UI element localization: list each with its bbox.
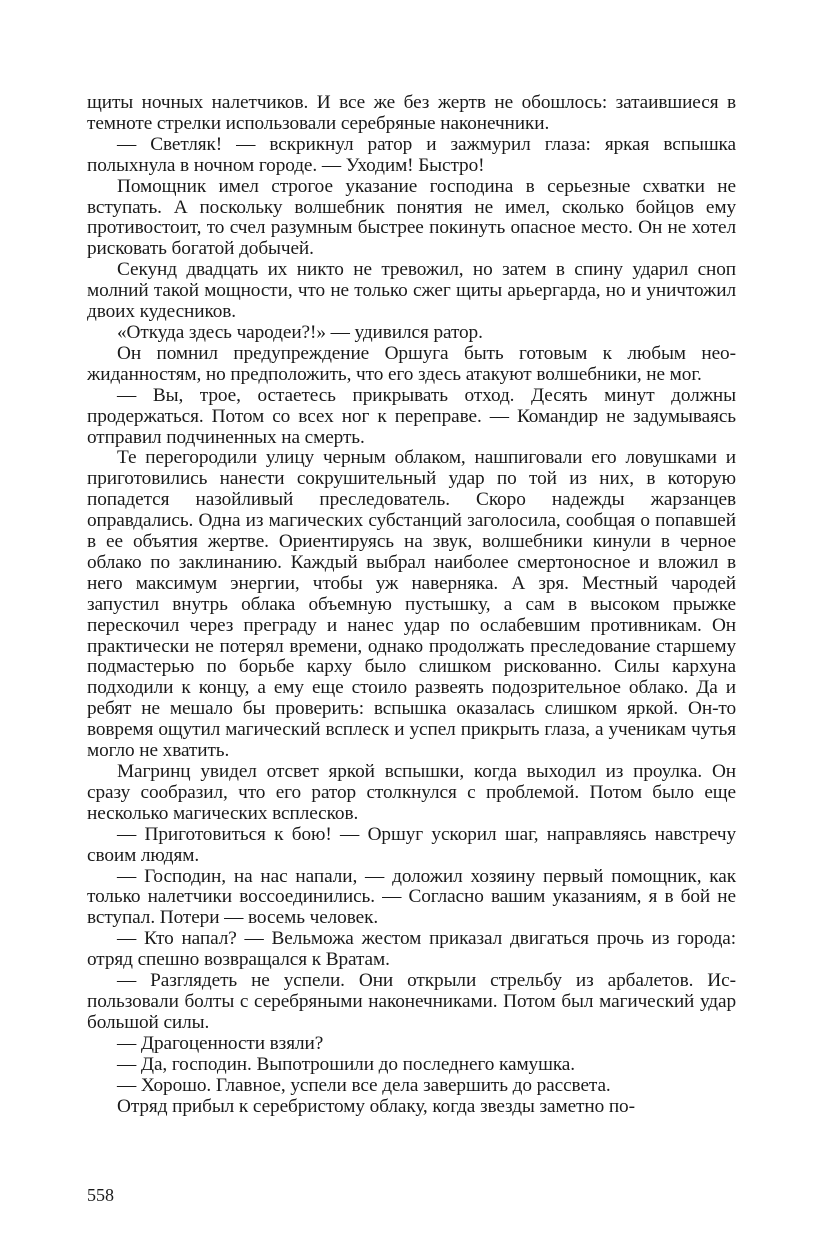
paragraph: — Вы, трое, остаетесь прикрывать отход. Десять минут должны продержаться. Потом со всех ног к переправе. — Командир не задумываясь отправил подчиненных на смерть. [87, 384, 736, 448]
paragraph: — Кто напал? — Вельможа жестом приказал двигаться прочь из города: отряд спешно возвращался к Вратам. [87, 928, 736, 971]
paragraph: Те перегородили улицу черным облаком, нашпиговали его ловушками и приготовились нанести сокрушительный удар по той из них, в которую попадется назойливый преследователь. Скоро надежды жарзанцев оправдались. Одна из магических субстанций заголосила, сообщая о попавшей в ее объятия жертве. Ориентируясь на звук, волшебники кинули в черное облако по заклинанию. Каждый выбрал наиболее смертоносное и вложил в него максимум энергии, чтобы уж наверняка. А зря. Местный чародей запустил внутрь облака объемную пустышку, а сам в высоком прыжке перескочил через преграду и нанес удар по ослабевшим противникам. Он практически не потерял времени, однако продолжать преследование старшему подмастерью по борьбе карху было слишком рискованно. Силы кархуна подходили к концу, а ему еще стоило развеять подозрительное облако. Да и ребят не мешало бы проверить: вспышка оказалась слишком яркой. Он-то вовремя ощутил магический всплеск и успел прикрыть глаза, а ученикам чутья могло не хватить. [87, 447, 736, 762]
paragraph: Он помнил предупреждение Оршуга быть готовым к любым неожиданностям, но предположить, что его здесь атакуют волшебники, не мог. [87, 342, 736, 385]
paragraph: — Да, господин. Выпотрошили до последнего камушка. [117, 1053, 575, 1075]
paragraph: Магринц увидел отсвет яркой вспышки, когда выходил из проулка. Он сразу сообразил, что его ратор столкнулся с проблемой. Потом было еще несколько магических всплесков. [87, 761, 736, 824]
paragraph: — Господин, на нас напали, — доложил хозяину первый помощник, как только налетчики воссоединились. — Согласно вашим указаниям, я в бой не вступал. Потери — восемь человек. [87, 865, 736, 929]
paragraph: Помощник имел строгое указание господина в серьезные схватки не вступать. А поскольку волшебник понятия не имел, сколько бойцов ему противостоит, то счел разумным быстрее покинуть опасное место. Он не хотел рисковать богатой добычей. [87, 175, 736, 260]
paragraph: — Хорошо. Главное, успели все дела завершить до рассвета. [117, 1074, 611, 1096]
paragraph: «Откуда здесь чародеи?!» — удивился ратор. [117, 321, 483, 343]
page-number: 558 [87, 1185, 114, 1205]
paragraph: Отряд прибыл к серебристому облаку, когда звезды заметно по- [117, 1095, 635, 1117]
paragraph: Секунд двадцать их никто не тревожил, но затем в спину ударил сноп молний такой мощности, что не только сжег щиты арьергарда, но и уничтожил двоих кудесников. [87, 259, 736, 323]
paragraph: — Разглядеть не успели. Они открыли стрельбу из арбалетов. Использовали болты с серебряными наконечниками. Потом был магический удар большой силы. [87, 970, 736, 1033]
body-text [87, 93, 736, 1117]
paragraph: — Драгоценности взяли? [117, 1032, 324, 1054]
paragraph: — Приготовиться к бою! — Оршуг ускорил шаг, направляясь навстречу своим людям. [87, 823, 736, 866]
paragraph: щиты ночных налетчиков. И все же без жертв не обошлось: затаившиеся в темноте стрелки использовали серебряные наконечники. [87, 92, 736, 134]
paragraph: — Светляк! — вскрикнул ратор и зажмурил глаза: яркая вспышка полыхнула в ночном городе. — Уходим! Быстро! [87, 133, 736, 176]
